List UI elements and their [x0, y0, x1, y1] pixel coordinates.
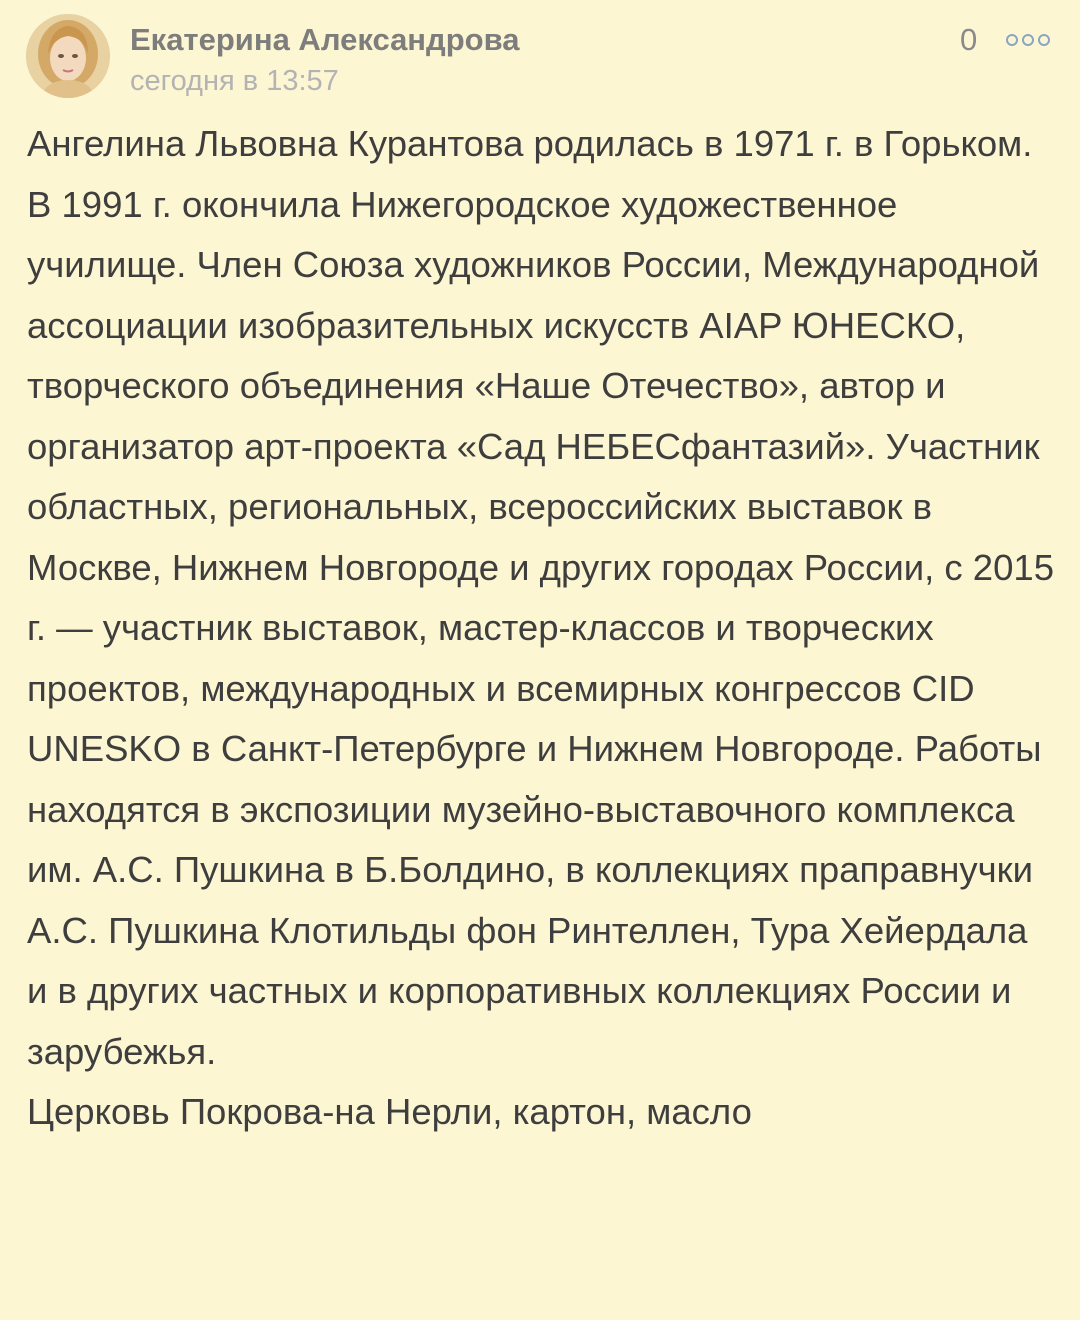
post-paragraph: Ангелина Львовна Курантова родилась в 1971 г. в Горьком. В 1991 г. окончила Нижегородское художественное училище. Член Союза художников России, Международной ассоциации изобразительных искусств AIAP ЮНЕСКО, творческого объединения «Наше Отечество», автор и организатор арт-проекта «Сад НЕБЕСфантазий». Участник областных, региональных, всероссийских выставок в Москве, Нижнем Новгороде и других городах России, с 2015 г. — участник выставок, мастер-классов и творческих проектов, международных и всемирных конгрессов CID UNESKO в Санкт-Петербурге и Нижнем Новгороде. Работы находятся в экспозиции музейно-выставочного комплекса им. А.С. Пушкина в Б.Болдино, в коллекциях праправнучки А.С. Пушкина Клотильды фон Ринтеллен, Тура Хейердала и в других частных и корпоративных коллекциях России и зарубежья.	[27, 123, 1054, 1072]
dot-icon	[1038, 34, 1050, 46]
user-avatar-icon	[26, 14, 110, 98]
more-options-icon[interactable]	[1006, 30, 1050, 50]
like-count[interactable]: 0	[960, 22, 978, 57]
dot-icon	[1022, 34, 1034, 46]
post-timestamp: сегодня в 13:57	[130, 65, 339, 97]
post-header	[26, 14, 1056, 104]
avatar[interactable]	[26, 14, 110, 98]
post-paragraph: Церковь Покрова-на Нерли, картон, масло	[27, 1091, 752, 1132]
author-name[interactable]: Екатерина Александрова	[130, 22, 520, 57]
dot-icon	[1006, 34, 1018, 46]
post-body	[27, 114, 1057, 1143]
